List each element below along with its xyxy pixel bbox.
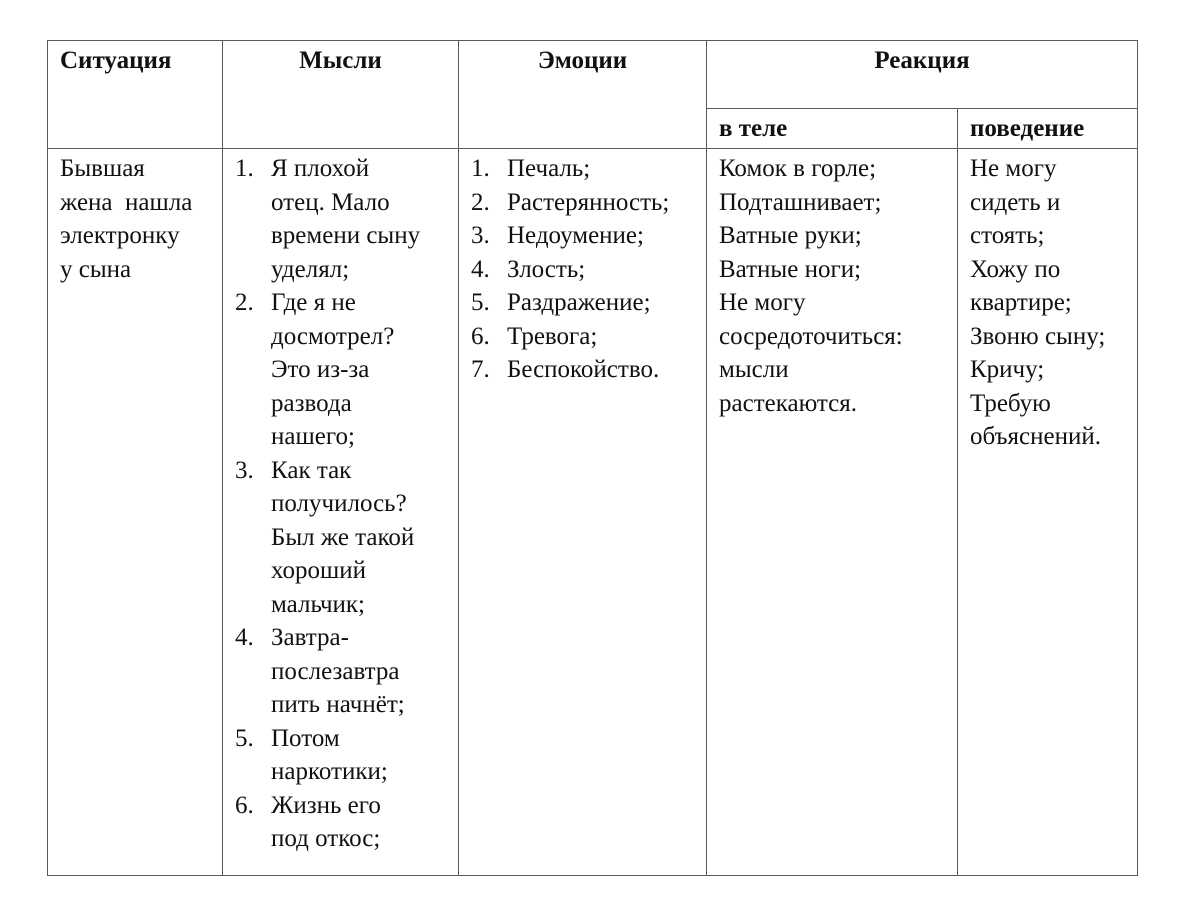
emotion-text: Недоумение;: [507, 222, 644, 249]
list-number: 1.: [235, 155, 254, 182]
thought-line: мальчик;: [271, 590, 365, 618]
situation-cell: [48, 149, 223, 876]
body-reaction-line: Не могу: [719, 289, 806, 316]
body-reaction-line: Ватные руки;: [719, 222, 862, 249]
thought-line: времени сыну: [271, 222, 421, 249]
thought-item: [235, 454, 452, 622]
behavior-line: объяснений.: [970, 423, 1101, 450]
header-thoughts: Мысли: [223, 41, 459, 149]
thought-line: уделял;: [271, 255, 350, 283]
body-reaction-line: сосредоточиться:: [719, 322, 903, 350]
behavior-line: сидеть и: [970, 188, 1061, 216]
body-reaction-line: Комок в горле;: [719, 155, 877, 182]
thought-line: Это из-за: [271, 356, 370, 383]
header-situation: Ситуация: [48, 41, 223, 149]
in-body-cell: [707, 149, 958, 876]
emotions-list: [471, 152, 700, 387]
situation-line: жена нашла: [60, 188, 193, 216]
thought-line: пить начнёт;: [271, 691, 405, 718]
emotion-text: Беспокойство.: [507, 356, 660, 383]
behavior-line: Звоню сыну;: [970, 322, 1106, 350]
thought-line: получилось?: [271, 490, 407, 517]
situation-line: у сына: [60, 255, 132, 283]
thought-line: Я плохой: [271, 155, 370, 182]
thought-line: досмотрел?: [271, 322, 395, 350]
list-number: 3.: [235, 456, 254, 484]
thoughts-cell: [223, 149, 459, 876]
emotion-text: Растерянность;: [507, 188, 670, 216]
situation-line: электронку: [60, 222, 180, 249]
emotion-item: [471, 286, 700, 320]
list-number: 7.: [471, 356, 490, 383]
thought-line: Жизнь его: [271, 791, 381, 819]
list-number: 3.: [471, 222, 490, 249]
thought-line: Завтра-: [271, 624, 349, 651]
thought-line: Где я не: [271, 289, 356, 316]
thought-item: [235, 152, 452, 286]
thought-line: Был же такой: [271, 523, 415, 551]
thought-line: отец. Мало: [271, 188, 390, 216]
behavior-line: Не могу: [970, 155, 1057, 182]
header-behavior: поведение: [958, 109, 1138, 149]
body-reaction-line: Подташнивает;: [719, 188, 882, 216]
situation-analysis-table: [47, 40, 1138, 876]
list-number: 4.: [471, 255, 490, 283]
emotion-text: Тревога;: [507, 322, 598, 350]
behavior-line: квартире;: [970, 289, 1072, 316]
thought-item: [235, 722, 452, 789]
emotion-item: [471, 320, 700, 354]
list-number: 4.: [235, 624, 254, 651]
emotion-item: [471, 186, 700, 220]
list-number: 5.: [471, 289, 490, 316]
emotion-item: [471, 353, 700, 387]
thought-line: Как так: [271, 456, 352, 484]
body-reaction-line: мысли: [719, 356, 789, 383]
situation-line: Бывшая: [60, 155, 145, 182]
list-number: 2.: [471, 188, 490, 216]
thought-line: нашего;: [271, 423, 355, 450]
emotions-cell: [459, 149, 707, 876]
emotion-item: [471, 253, 700, 287]
thoughts-list: [235, 152, 452, 856]
thought-line: под откос;: [271, 825, 381, 852]
thought-line: послезавтра: [271, 657, 400, 685]
behavior-line: Кричу;: [970, 356, 1045, 383]
emotion-text: Печаль;: [507, 155, 591, 182]
thought-line: Потом: [271, 724, 340, 752]
body-reaction-line: растекаются.: [719, 389, 858, 417]
thought-item: [235, 789, 452, 856]
thought-line: хороший: [271, 557, 367, 584]
header-reaction: Реакция: [707, 41, 1138, 109]
body-reaction-line: Ватные ноги;: [719, 255, 862, 283]
emotion-text: Злость;: [507, 255, 586, 283]
list-number: 6.: [471, 322, 490, 350]
thought-item: [235, 286, 452, 454]
list-number: 2.: [235, 289, 254, 316]
header-in-body: в теле: [707, 109, 958, 149]
emotion-item: [471, 219, 700, 253]
emotion-item: [471, 152, 700, 186]
list-number: 5.: [235, 724, 254, 752]
behavior-line: Хожу по: [970, 255, 1061, 283]
behavior-cell: [958, 149, 1138, 876]
emotion-text: Раздражение;: [507, 289, 651, 316]
list-number: 6.: [235, 791, 254, 819]
list-number: 1.: [471, 155, 490, 182]
thought-line: наркотики;: [271, 758, 388, 785]
behavior-line: Требую: [970, 389, 1051, 417]
behavior-line: стоять;: [970, 222, 1045, 249]
header-emotions: Эмоции: [459, 41, 707, 149]
thought-line: развода: [271, 389, 352, 417]
thought-item: [235, 621, 452, 722]
